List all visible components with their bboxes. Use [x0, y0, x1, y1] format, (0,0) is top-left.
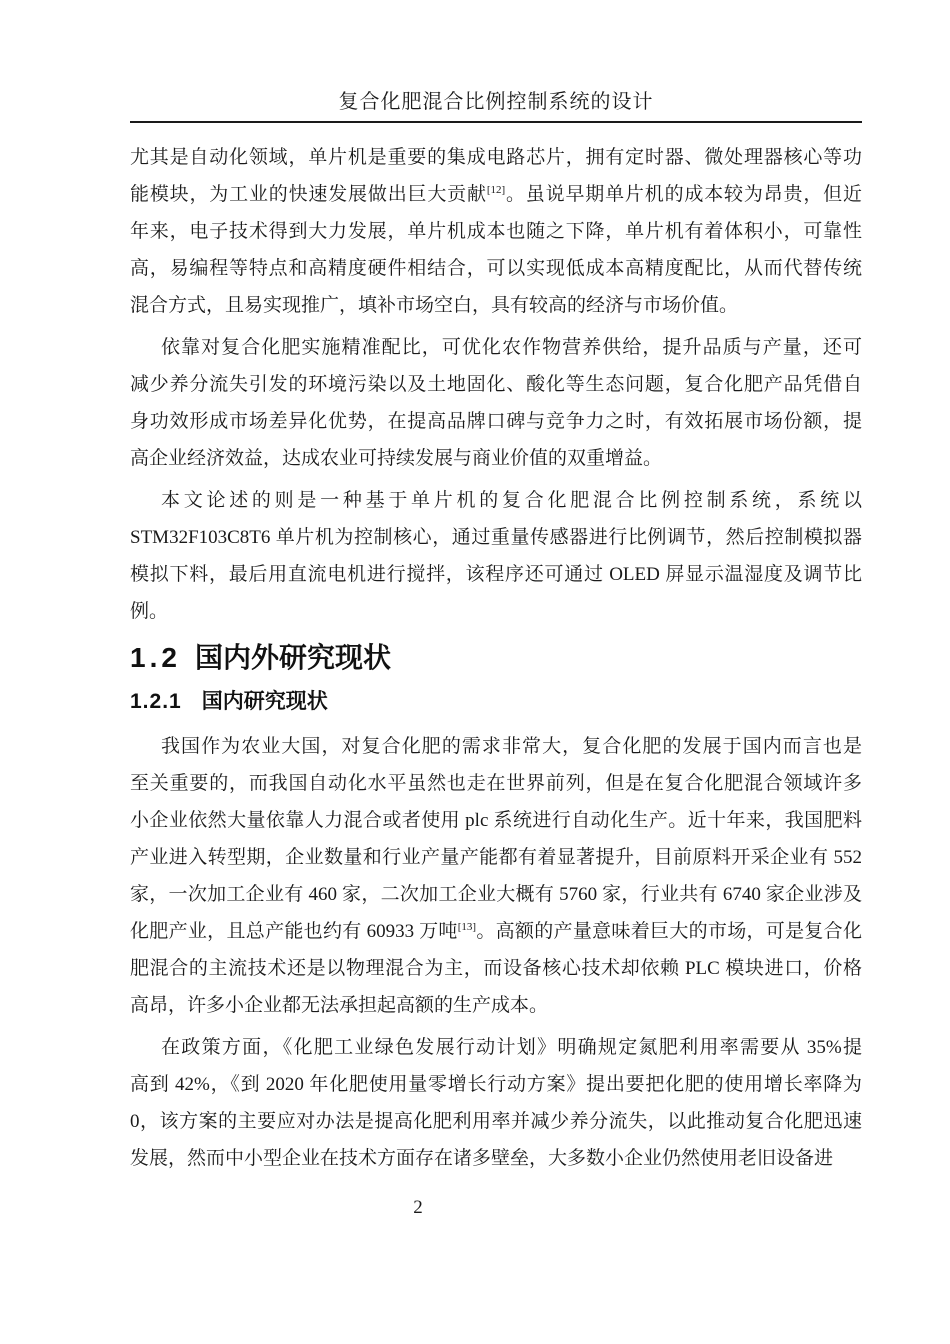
text-line: 高到 42%，《到 2020 年化肥使用量零增长行动方案》提出要把化肥的使用增长率降为 — [130, 1074, 862, 1095]
subsection-number: 1.2.1 — [130, 690, 182, 713]
text-line: 家，一次加工企业有 460 家，二次加工企业大概有 5760 家，行业共有 6740 家企业涉及 — [130, 884, 862, 905]
text-line: STM32F103C8T6 单片机为控制核心，通过重量传感器进行比例调节，然后控制模拟器 — [130, 527, 862, 548]
page-number: 2 — [413, 1197, 423, 1218]
paragraph — [130, 1029, 862, 1177]
paragraph — [130, 482, 862, 630]
subsection-title: 国内研究现状 — [201, 690, 328, 713]
section-number: 1.2 — [130, 642, 181, 673]
text-line: 小企业依然大量依靠人力混合或者使用 plc 系统进行自动化生产。近十年来，我国肥料 — [130, 810, 862, 831]
text-line: 身功效形成市场差异化优势，在提高品牌口碑与竞争力之时，有效拓展市场份额，提 — [130, 411, 862, 432]
text-line: 在政策方面，《化肥工业绿色发展行动计划》明确规定氮肥利用率需要从 35%提 — [161, 1037, 862, 1058]
text-line: 化肥产业，且总产能也约有 60933 万吨[13]。高额的产量意味着巨大的市场，可是复合化 — [130, 921, 862, 942]
text-line: 至关重要的，而我国自动化水平虽然也走在世界前列，但是在复合化肥混合领域许多 — [130, 773, 862, 794]
text-line: 肥混合的主流技术还是以物理混合为主，而设备核心技术却依赖 PLC 模块进口，价格 — [130, 958, 862, 979]
text-line: 尤其是自动化领域，单片机是重要的集成电路芯片，拥有定时器、微处理器核心等功 — [130, 147, 862, 168]
running-header — [130, 88, 862, 123]
citation-superscript: [12] — [486, 184, 506, 196]
paragraph — [130, 329, 862, 477]
citation-superscript: [13] — [457, 921, 477, 933]
text-line: 模拟下料，最后用直流电机进行搅拌，该程序还可通过 OLED 屏显示温湿度及调节比 — [130, 564, 862, 585]
text-line: 能模块，为工业的快速发展做出巨大贡献[12]。虽说早期单片机的成本较为昂贵，但近 — [130, 184, 862, 205]
text-block — [130, 88, 862, 1177]
paragraph — [130, 139, 862, 324]
text-line: 减少养分流失引发的环境污染以及土地固化、酸化等生态问题，复合化肥产品凭借自 — [130, 374, 862, 395]
text-line: 0，该方案的主要应对办法是提高化肥利用率并减少养分流失，以此推动复合化肥迅速 — [130, 1111, 862, 1132]
text-line: 依靠对复合化肥实施精准配比，可优化农作物营养供给，提升品质与产量，还可 — [161, 337, 862, 358]
text-line: 高，易编程等特点和高精度硬件相结合，可以实现低成本高精度配比，从而代替传统 — [130, 258, 862, 279]
text-line: 混合方式，且易实现推广，填补市场空白，具有较高的经济与市场价值。 — [130, 295, 739, 316]
text-line: 年来，电子技术得到大力发展，单片机成本也随之下降，单片机有着体积小，可靠性 — [130, 221, 862, 242]
text-line: 发展，然而中小型企业在技术方面存在诸多壁垒，大多数小企业仍然使用老旧设备进 — [130, 1148, 834, 1169]
text-line: 本文论述的则是一种基于单片机的复合化肥混合比例控制系统，系统以 — [161, 490, 862, 511]
text-line: 高昂，许多小企业都无法承担起高额的生产成本。 — [130, 995, 549, 1016]
section-heading — [130, 638, 862, 678]
text-line: 我国作为农业大国，对复合化肥的需求非常大，复合化肥的发展于国内而言也是 — [161, 736, 862, 757]
text-line: 高企业经济效益，达成农业可持续发展与商业价值的双重增益。 — [130, 448, 663, 469]
text-line: 产业进入转型期，企业数量和行业产量产能都有着显著提升，目前原料开采企业有 552 — [130, 847, 862, 868]
running-header-title: 复合化肥混合比例控制系统的设计 — [338, 91, 654, 113]
subsection-heading — [130, 687, 862, 717]
section-title: 国内外研究现状 — [194, 642, 391, 673]
text-line: 例。 — [130, 601, 169, 622]
paragraph — [130, 728, 862, 1024]
